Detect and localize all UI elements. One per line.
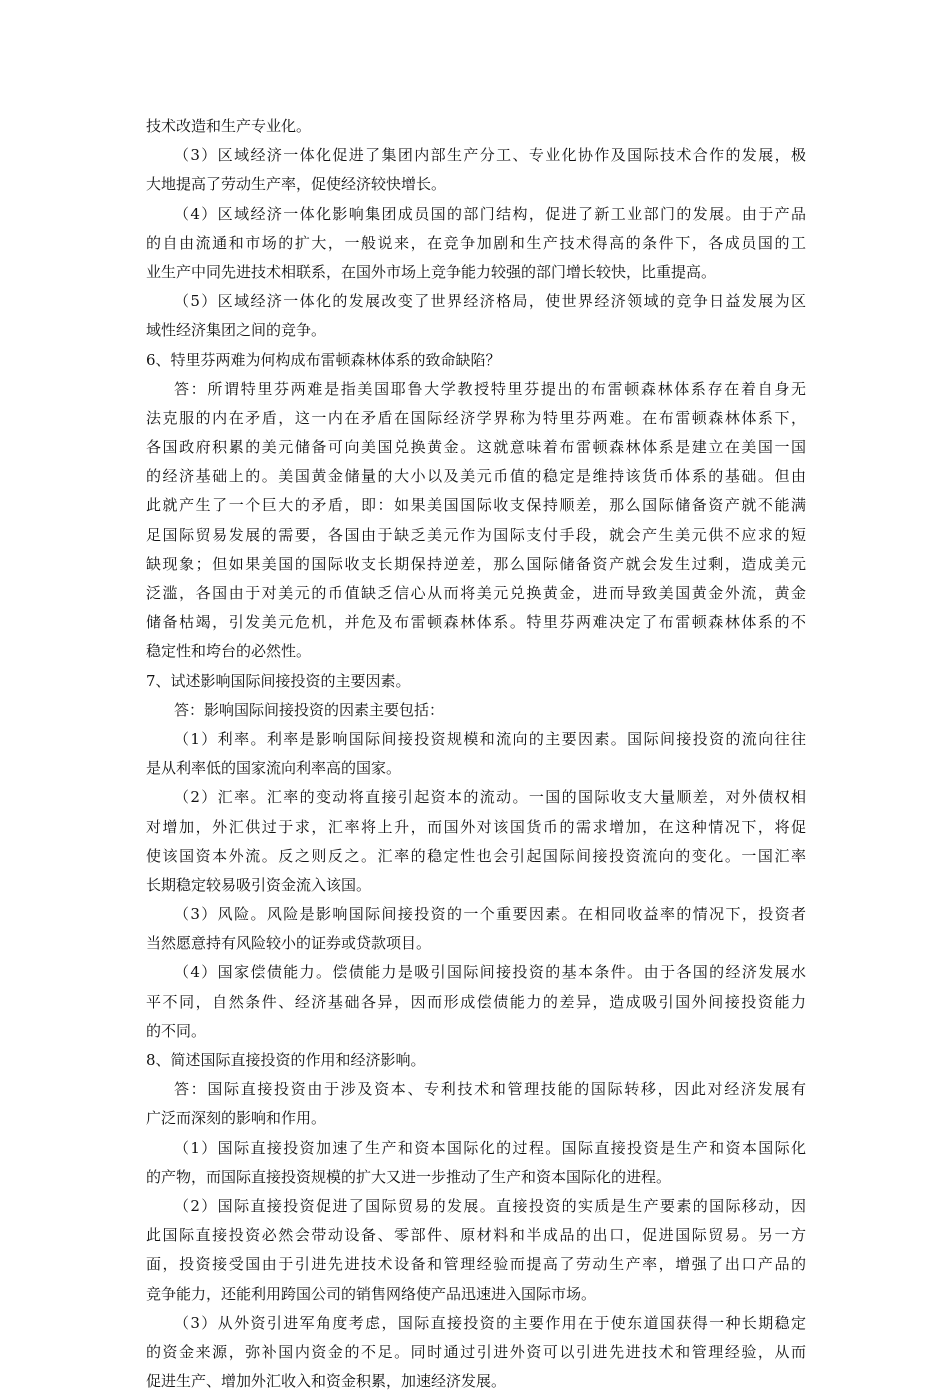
text-line: 泛滥，各国由于对美元的币值缺乏信心从而将美元兑换黄金，进而导致美国黄金外流，黄金 [146,584,806,602]
text-line: 的自由流通和市场的扩大，一般说来，在竞争加剧和生产技术得高的条件下，各成员国的工 [146,233,806,252]
text-line: 域性经济集团之间的竞争。 [146,321,327,340]
text-line: 的产物，而国际直接投资规模的扩大又进一步推动了生产和资本国际化的进程。 [146,1167,672,1186]
text-line: （4）国家偿债能力。偿债能力是吸引国际间接投资的基本条件。由于各国的经济发展水 [174,963,806,982]
text-line: （3）从外资引进军角度考虑，国际直接投资的主要作用在于使东道国获得一种长期稳定 [174,1313,806,1332]
text-line: （2）国际直接投资促进了国际贸易的发展。直接投资的实质是生产要素的国际移动，因 [174,1196,806,1215]
text-line: 6、特里芬两难为何构成布雷顿森林体系的致命缺陷？ [146,350,501,369]
text-line: 对增加，外汇供过于求，汇率将上升，而国外对该国货币的需求增加，在这种情况下，将促 [146,817,806,836]
text-line: （1）国际直接投资加速了生产和资本国际化的过程。国际直接投资是生产和资本国际化 [174,1138,806,1157]
text-line: 答：国际直接投资由于涉及资本、专利技术和管理技能的国际转移，因此对经济发展有 [174,1080,806,1099]
text-line: 广泛而深刻的影响和作用。 [146,1109,327,1128]
text-line: 使该国资本外流。反之则反之。汇率的稳定性也会引起国际间接投资流向的变化。一国汇率 [146,846,806,865]
text-line: 是从利率低的国家流向利率高的国家。 [146,759,402,778]
text-line: （1）利率。利率是影响国际间接投资规模和流向的主要因素。国际间接投资的流向往往 [174,729,806,748]
text-line: 答：所谓特里芬两难是指美国耶鲁大学教授特里芬提出的布雷顿森林体系存在着自身无 [174,379,806,398]
text-line: 平不同，自然条件、经济基础各异，因而形成偿债能力的差异，造成吸引国外间接投资能力 [146,992,806,1011]
text-line: 答：影响国际间接投资的因素主要包括： [174,700,445,719]
text-line: 法克服的内在矛盾，这一内在矛盾在国际经济学界称为特里芬两难。在布雷顿森林体系下， [146,408,806,427]
text-line: 的不同。 [146,1021,207,1040]
text-line: （4）区域经济一体化影响集团成员国的部门结构，促进了新工业部门的发展。由于产品 [174,204,806,223]
text-line: 缺现象；但如果美国的国际收支长期保持逆差，那么国际储备资产就会发生过剩，造成美元 [146,554,806,573]
text-line: 竞争能力，还能利用跨国公司的销售网络使产品迅速进入国际市场。 [146,1284,597,1303]
document-page [146,112,806,1396]
text-line: 技术改造和生产专业化。 [146,117,312,135]
text-line: 稳定性和垮台的必然性。 [146,642,312,661]
text-line: 的资金来源，弥补国内资金的不足。同时通过引进外资可以引进先进技术和管理经验，从而 [146,1342,806,1361]
text-line: （2）汇率。汇率的变动将直接引起资本的流动。一国的国际收支大量顺差，对外债权相 [174,788,806,807]
text-line: 足国际贸易发展的需要，各国由于缺乏美元作为国际支付手段，就会产生美元供不应求的短 [146,525,806,544]
text-line: 促进生产、增加外汇收入和资金积累，加速经济发展。 [146,1372,507,1391]
text-line: 7、试述影响国际间接投资的主要因素。 [146,671,411,690]
text-line: 此国际直接投资必然会带动设备、零部件、原材料和半成品的出口，促进国际贸易。另一方 [146,1226,806,1245]
text-line: 面，投资接受国由于引进先进技术设备和管理经验而提高了劳动生产率，增强了出口产品的 [146,1255,806,1274]
text-line: （5）区域经济一体化的发展改变了世界经济格局，使世界经济领域的竞争日益发展为区 [174,292,806,311]
text-line: （3）区域经济一体化促进了集团内部生产分工、专业化协作及国际技术合作的发展，极 [174,146,806,165]
text-line: 各国政府积累的美元储备可向美国兑换黄金。这就意味着布雷顿森林体系是建立在美国一国 [146,438,806,457]
text-line: （3）风险。风险是影响国际间接投资的一个重要因素。在相同收益率的情况下，投资者 [174,905,806,924]
text-line: 当然愿意持有风险较小的证券或贷款项目。 [146,934,432,953]
text-line: 长期稳定较易吸引资金流入该国。 [146,875,372,894]
text-line: 8、简述国际直接投资的作用和经济影响。 [146,1051,426,1069]
text-line: 大地提高了劳动生产率，促使经济较快增长。 [146,175,447,194]
text-line: 储备枯竭，引发美元危机，并危及布雷顿森林体系。特里芬两难决定了布雷顿森林体系的不 [146,613,806,632]
text-line: 业生产中同先进技术相联系，在国外市场上竞争能力较强的部门增长较快，比重提高。 [146,262,717,281]
text-line: 的经济基础上的。美国黄金储量的大小以及美元币值的稳定是维持该货币体系的基础。但由 [146,467,806,486]
text-line: 此就产生了一个巨大的矛盾，即：如果美国国际收支保持顺差，那么国际储备资产就不能满 [146,496,806,515]
